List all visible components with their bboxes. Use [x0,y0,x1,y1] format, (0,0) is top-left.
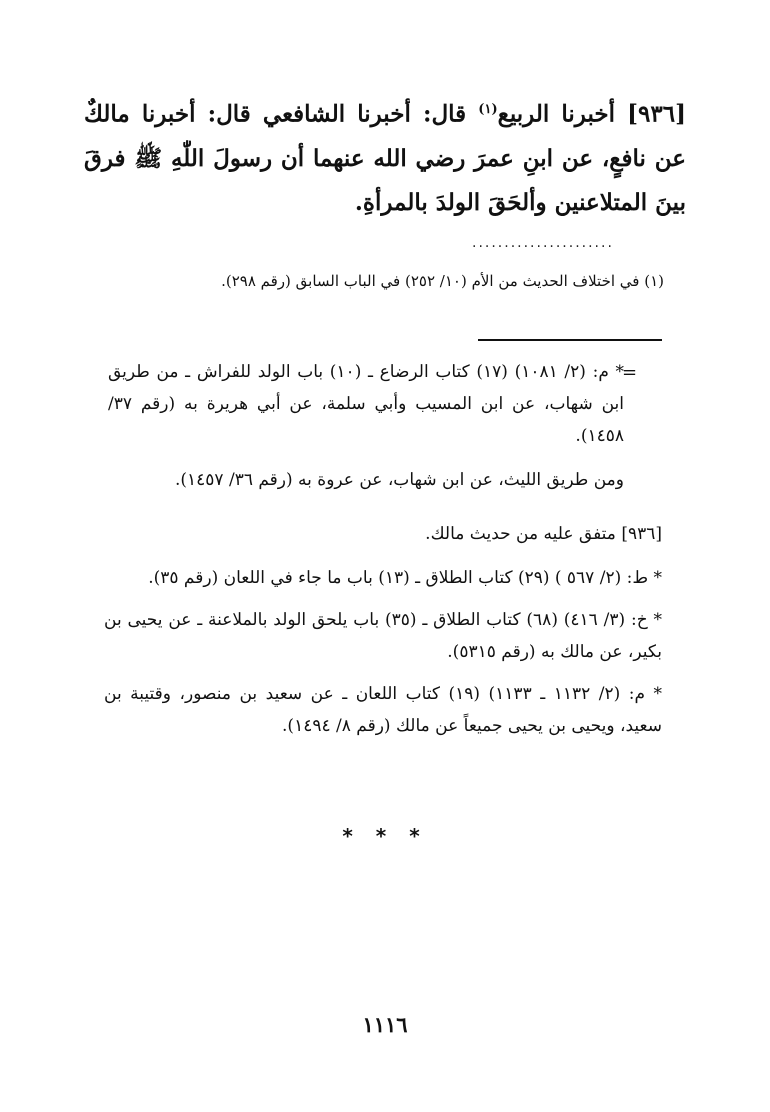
takhrij-item: * خ: (٣/ ٤١٦) (٦٨) كتاب الطلاق ـ (٣٥) باب يلحق الولد بالملاعنة ـ عن يحيى بن بكير، عن مالك به (رقم ٥٣١٥). [104,610,662,662]
hadith-text-start: أخبرنا الربيع [497,100,616,128]
section-ornament: * * * [342,824,428,848]
footnote: (١) في اختلاف الحديث من الأم (١٠/ ٢٥٢) في الباب السابق (رقم ٢٩٨). [221,272,664,290]
footnote-reference[interactable]: (١) [478,102,498,117]
continued-takhrij-2 [108,464,624,496]
takhrij-continued-line: * م: (٢/ ١٠٨١) (١٧) كتاب الرضاع ـ (١٠) باب الولد للفراش ـ من طريق ابن شهاب، عن ابن المسيب وأبي سلمة، عن أبي هريرة به (رقم ٣٧/ ١٤٥٨). [108,362,625,446]
continued-takhrij [108,356,624,452]
hadith-paragraph [84,88,686,225]
hadith-text-rest: قال: أخبرنا الشافعي قال: أخبرنا مالكٌ عن نافعٍ، عن ابنِ عمرَ رضي الله عنهما أن رسولَ اللّٰهِ ﷺ فرقَ بينَ المتلاعنين وألحَقَ الولدَ بالمرأةِ. [84,100,686,216]
takhrij-item: * م: (٢/ ١١٣٢ ـ ١١٣٣) (١٩) كتاب اللعان ـ عن سعيد بن منصور، وقتيبة بن سعيد، ويحيى بن يحيى جميعاً عن مالك (رقم ٨/ ١٤٩٤). [104,684,662,736]
takhrij-section [104,518,662,752]
section-divider [478,339,662,341]
takhrij-continued-line: ومن طريق الليث، عن ابن شهاب، عن عروة به (رقم ٣٦/ ١٤٥٧). [174,470,624,490]
takhrij-item: * ط: (٢/ ٥٦٧ ) (٢٩) كتاب الطلاق ـ (١٣) باب ما جاء في اللعان (رقم ٣٥). [148,568,662,588]
takhrij-heading: [٩٣٦] متفق عليه من حديث مالك. [425,524,662,544]
continuation-marker: = [622,362,638,383]
main-hadith-text [84,88,686,225]
hadith-number: [٩٣٦] [627,100,686,128]
page-number: ١١١٦ [362,1012,408,1037]
footnote-separator-dots: ...................... [472,235,614,251]
